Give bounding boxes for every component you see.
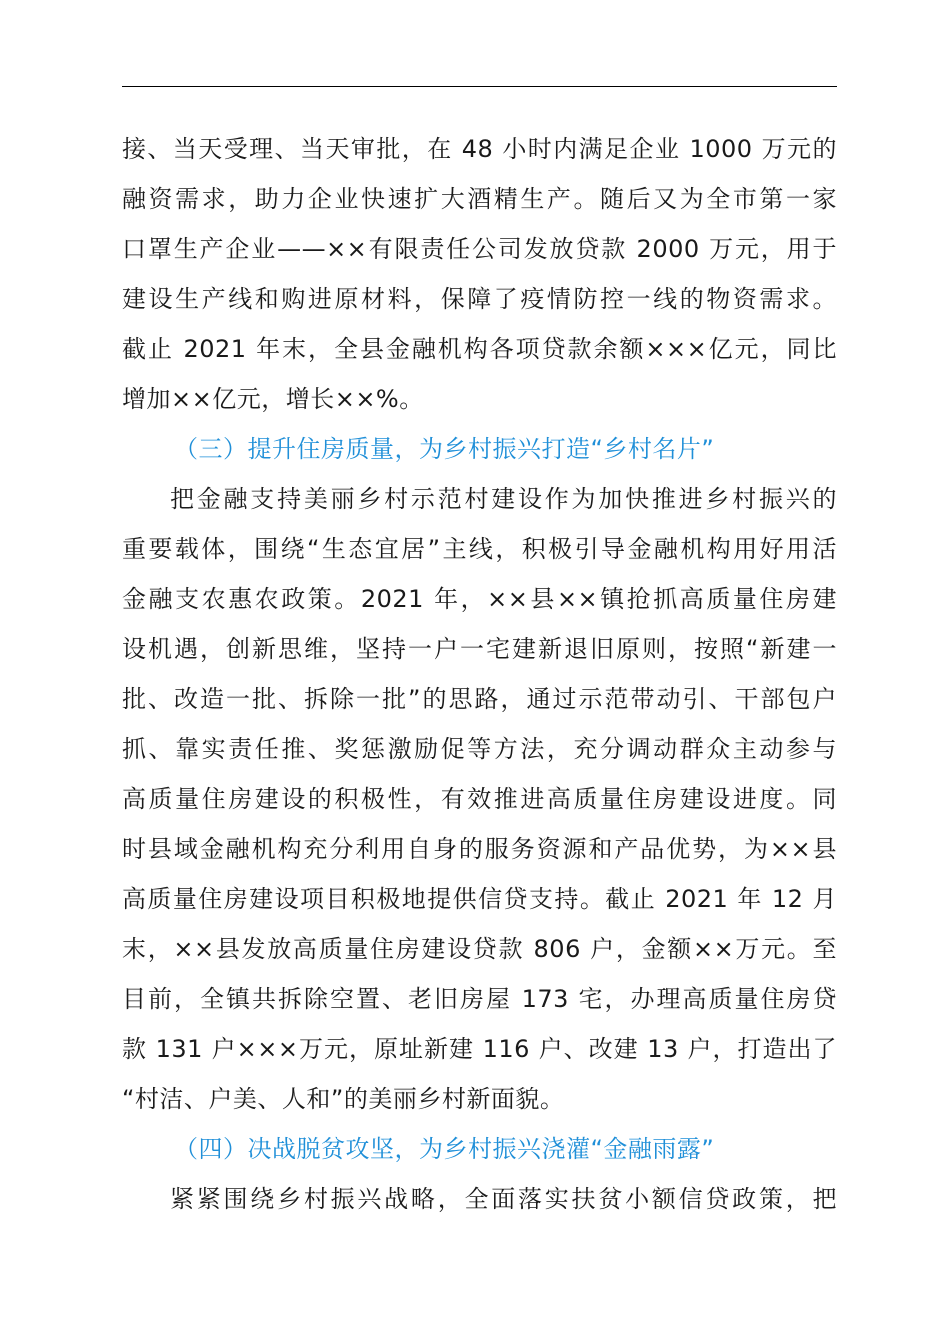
body-line-6: 增加××亿元，增长××%。 <box>122 385 424 413</box>
body-line-3: 口罩生产企业——××有限责任公司发放贷款 2000 万元，用于 <box>122 235 837 263</box>
body-line-15: 时县域金融机构充分利用自身的服务资源和产品优势，为××县 <box>122 835 837 863</box>
body-line-18: 目前，全镇共拆除空置、老旧房屋 173 宅，办理高质量住房贷 <box>122 985 837 1013</box>
body-line-17: 末，××县发放高质量住房建设贷款 806 户，金额××万元。至 <box>122 935 837 963</box>
body-line-20: “村洁、户美、人和”的美丽乡村新面貌。 <box>122 1085 565 1113</box>
body-line-1: 接、当天受理、当天审批，在 48 小时内满足企业 1000 万元的 <box>122 135 837 163</box>
body-line-4: 建设生产线和购进原材料，保障了疫情防控一线的物资需求。 <box>122 285 837 313</box>
body-line-16: 高质量住房建设项目积极地提供信贷支持。截止 2021 年 12 月 <box>122 885 837 913</box>
section-heading-4: （四）决战脱贫攻坚，为乡村振兴浇灌“金融雨露” <box>174 1135 715 1163</box>
header-rule <box>122 86 837 87</box>
body-line-10: 金融支农惠农政策。2021 年，××县××镇抢抓高质量住房建 <box>122 585 837 613</box>
body-line-13: 抓、靠实责任推、奖惩激励促等方法，充分调动群众主动参与 <box>122 735 837 763</box>
body-line-8: 把金融支持美丽乡村示范村建设作为加快推进乡村振兴的 <box>170 485 837 513</box>
body-line-2: 融资需求，助力企业快速扩大酒精生产。随后又为全市第一家 <box>122 185 837 213</box>
body-line-9: 重要载体，围绕“生态宜居”主线，积极引导金融机构用好用活 <box>122 535 837 563</box>
body-line-5: 截止 2021 年末，全县金融机构各项贷款余额×××亿元，同比 <box>122 335 837 363</box>
body-line-22: 紧紧围绕乡村振兴战略，全面落实扶贫小额信贷政策，把 <box>170 1185 837 1213</box>
body-line-11: 设机遇，创新思维，坚持一户一宅建新退旧原则，按照“新建一 <box>122 635 837 663</box>
section-heading-3: （三）提升住房质量，为乡村振兴打造“乡村名片” <box>174 435 715 463</box>
body-line-19: 款 131 户×××万元，原址新建 116 户、改建 13 户，打造出了 <box>122 1035 837 1063</box>
body-line-12: 批、改造一批、拆除一批”的思路，通过示范带动引、干部包户 <box>122 685 837 713</box>
body-line-14: 高质量住房建设的积极性，有效推进高质量住房建设进度。同 <box>122 785 837 813</box>
